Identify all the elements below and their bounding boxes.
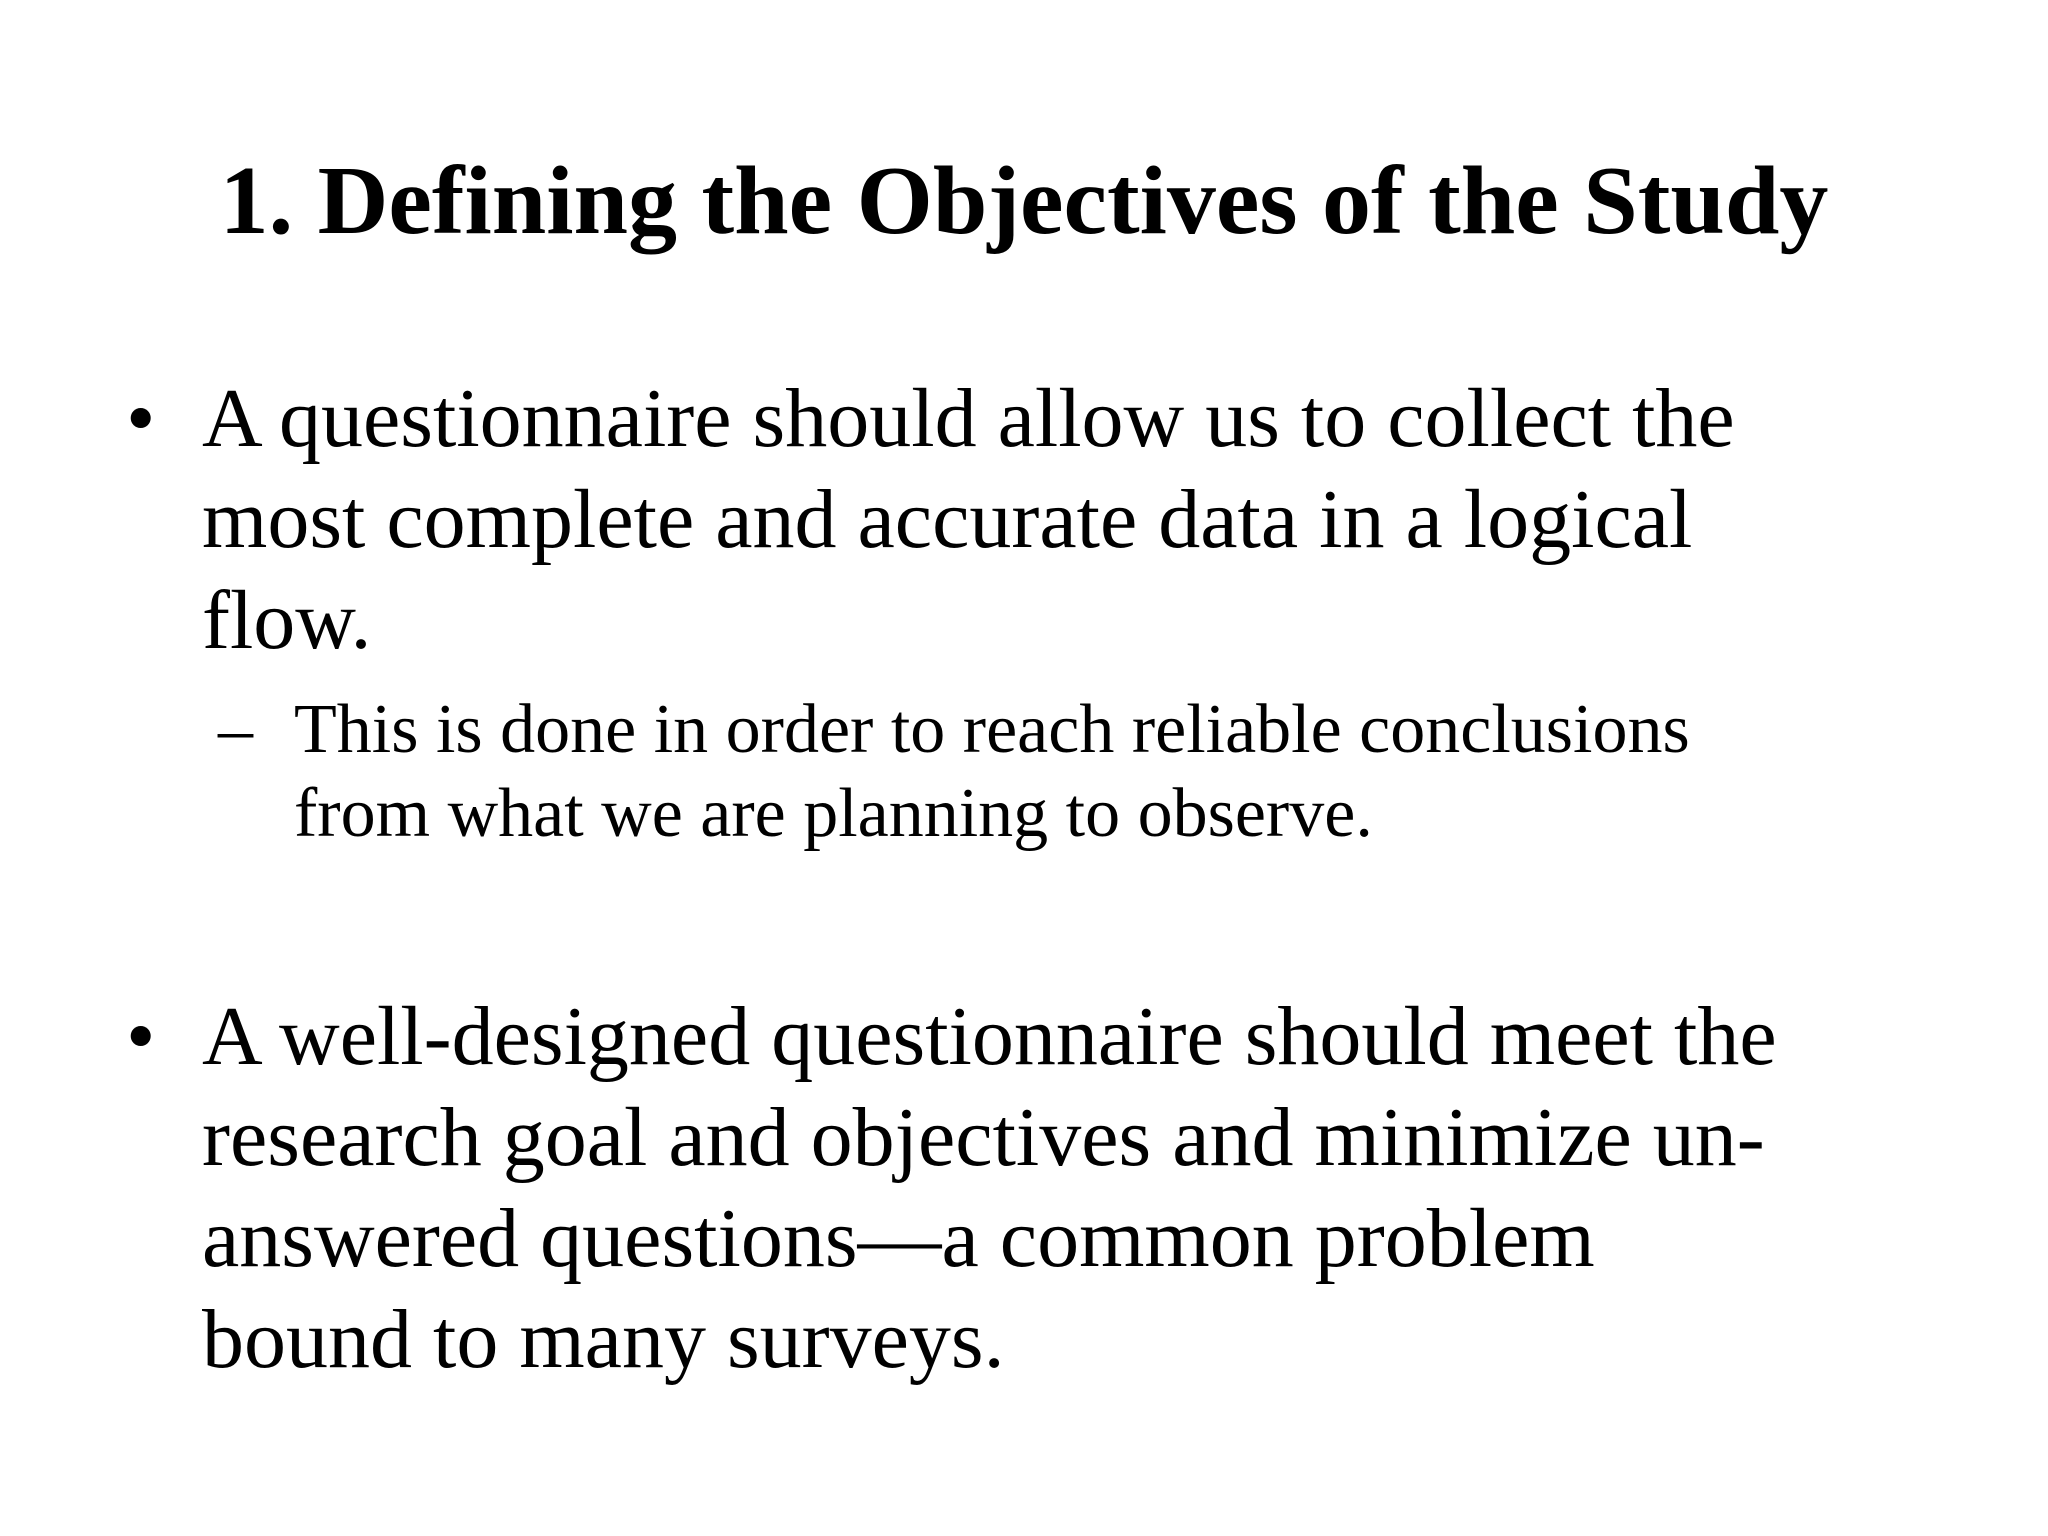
bullet-text: A questionnaire should allow us to collect the most complete and accurate data in a logical flow.	[202, 372, 1735, 667]
bullet-marker: •	[126, 372, 156, 465]
slide-title: 1. Defining the Objectives of the Study	[219, 147, 1829, 255]
bullet-marker: •	[126, 990, 156, 1083]
bullet-text: A well-designed questionnaire should meet the research goal and objectives and minimize un- answered questions—a common problem bound to many surveys.	[202, 990, 1777, 1386]
subbullet-marker: –	[218, 691, 253, 768]
subbullet-text: This is done in order to reach reliable conclusions from what we are planning to observe.	[294, 691, 1690, 852]
